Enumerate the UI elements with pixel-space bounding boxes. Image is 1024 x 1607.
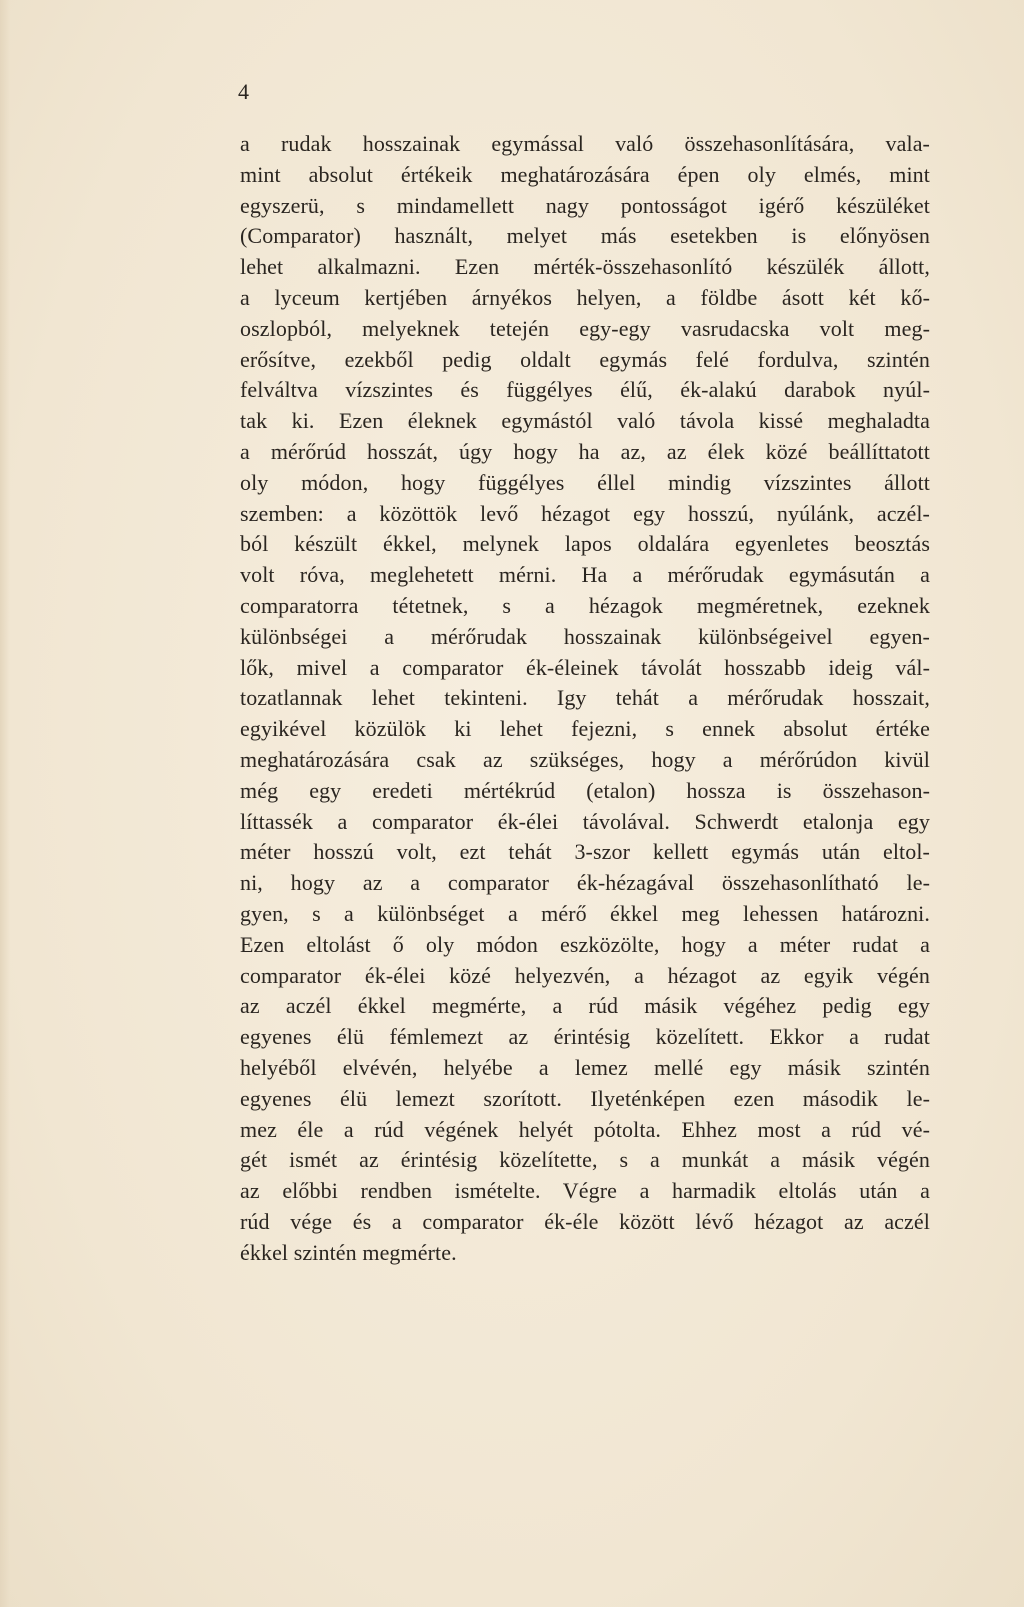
text-line: líttassék a comparator ék-élei távolával. Schwerdt etalonja egy [240, 808, 930, 834]
text-line: felváltva vízszintes és függélyes élű, ék-alakú darabok nyúl- [240, 377, 930, 403]
text-line: Ezen eltolást ő oly módon eszközölte, hogy a méter rudat a [240, 931, 930, 957]
text-line: tak ki. Ezen éleknek egymástól való távola kissé meghaladta [240, 408, 930, 434]
text-line: meghatározására csak az szükséges, hogy a mérőrúdon kivül [240, 746, 930, 772]
text-line: rúd vége és a comparator ék-éle között lévő hézagot az aczél [240, 1208, 930, 1234]
text-line: oszlopból, melyeknek tetején egy-egy vasrudacska volt meg- [240, 315, 930, 341]
text-line: ni, hogy az a comparator ék-hézagával összehasonlítható le- [240, 870, 930, 896]
text-line: egyenes élü lemezt szorított. Ilyeténképen ezen második le- [240, 1085, 930, 1111]
text-line: helyéből elvévén, helyébe a lemez mellé egy másik szintén [240, 1054, 930, 1080]
text-line: lehet alkalmazni. Ezen mérték-összehasonlító készülék állott, [240, 254, 930, 280]
text-line: ból készült ékkel, melynek lapos oldalára egyenletes beosztás [240, 531, 930, 557]
text-line: méter hosszú volt, ezt tehát 3-szor kellett egymás után eltol- [240, 839, 930, 865]
page-number: 4 [238, 79, 249, 104]
text-line: comparatorra tétetnek, s a hézagok megméretnek, ezeknek [240, 592, 930, 618]
body-text [240, 129, 930, 1268]
page-edge-shadow [0, 0, 10, 1607]
text-line: szemben: a közöttök levő hézagot egy hosszú, nyúlánk, aczél- [240, 500, 930, 526]
text-line: oly módon, hogy függélyes éllel mindig vízszintes állott [240, 469, 930, 495]
text-line: még egy eredeti mértékrúd (etalon) hossza is összehason- [240, 777, 930, 803]
text-line: a rudak hosszainak egymással való összehasonlítására, vala- [240, 131, 930, 156]
text-line: gyen, s a különbséget a mérő ékkel meg lehessen határozni. [240, 900, 930, 926]
text-line: volt róva, meglehetett mérni. Ha a mérőrudak egymásután a [240, 562, 930, 588]
text-line: tozatlannak lehet tekinteni. Igy tehát a mérőrudak hosszait, [240, 685, 930, 711]
text-line: egyszerü, s mindamellett nagy pontosságot igérő készüléket [240, 192, 930, 218]
text-line: a mérőrúd hosszát, úgy hogy ha az, az élek közé beállíttatott [240, 438, 930, 464]
text-line: egyikével közülök ki lehet fejezni, s ennek absolut értéke [240, 716, 930, 742]
text-line: gét ismét az érintésig közelítette, s a munkát a másik végén [240, 1147, 930, 1173]
text-line-last: ékkel szintén megmérte. [240, 1239, 457, 1265]
text-line: a lyceum kertjében árnyékos helyen, a földbe ásott két kő- [240, 284, 930, 310]
text-line: (Comparator) használt, melyet más esetekben is előnyösen [240, 223, 930, 249]
text-line: lők, mivel a comparator ék-éleinek távolát hosszabb ideig vál- [240, 654, 930, 680]
text-line: erősítve, ezekből pedig oldalt egymás felé fordulva, szintén [240, 346, 930, 372]
text-line: az előbbi rendben ismételte. Végre a harmadik eltolás után a [240, 1178, 930, 1204]
text-line: mint absolut értékeik meghatározására épen oly elmés, mint [240, 161, 930, 187]
text-line: comparator ék-élei közé helyezvén, a hézagot az egyik végén [240, 962, 930, 988]
text-line: mez éle a rúd végének helyét pótolta. Ehhez most a rúd vé- [240, 1116, 930, 1142]
text-line: egyenes élü fémlemezt az érintésig közelített. Ekkor a rudat [240, 1024, 930, 1050]
text-line: az aczél ékkel megmérte, a rúd másik végéhez pedig egy [240, 993, 930, 1019]
text-line: különbségei a mérőrudak hosszainak különbségeivel egyen- [240, 623, 930, 649]
